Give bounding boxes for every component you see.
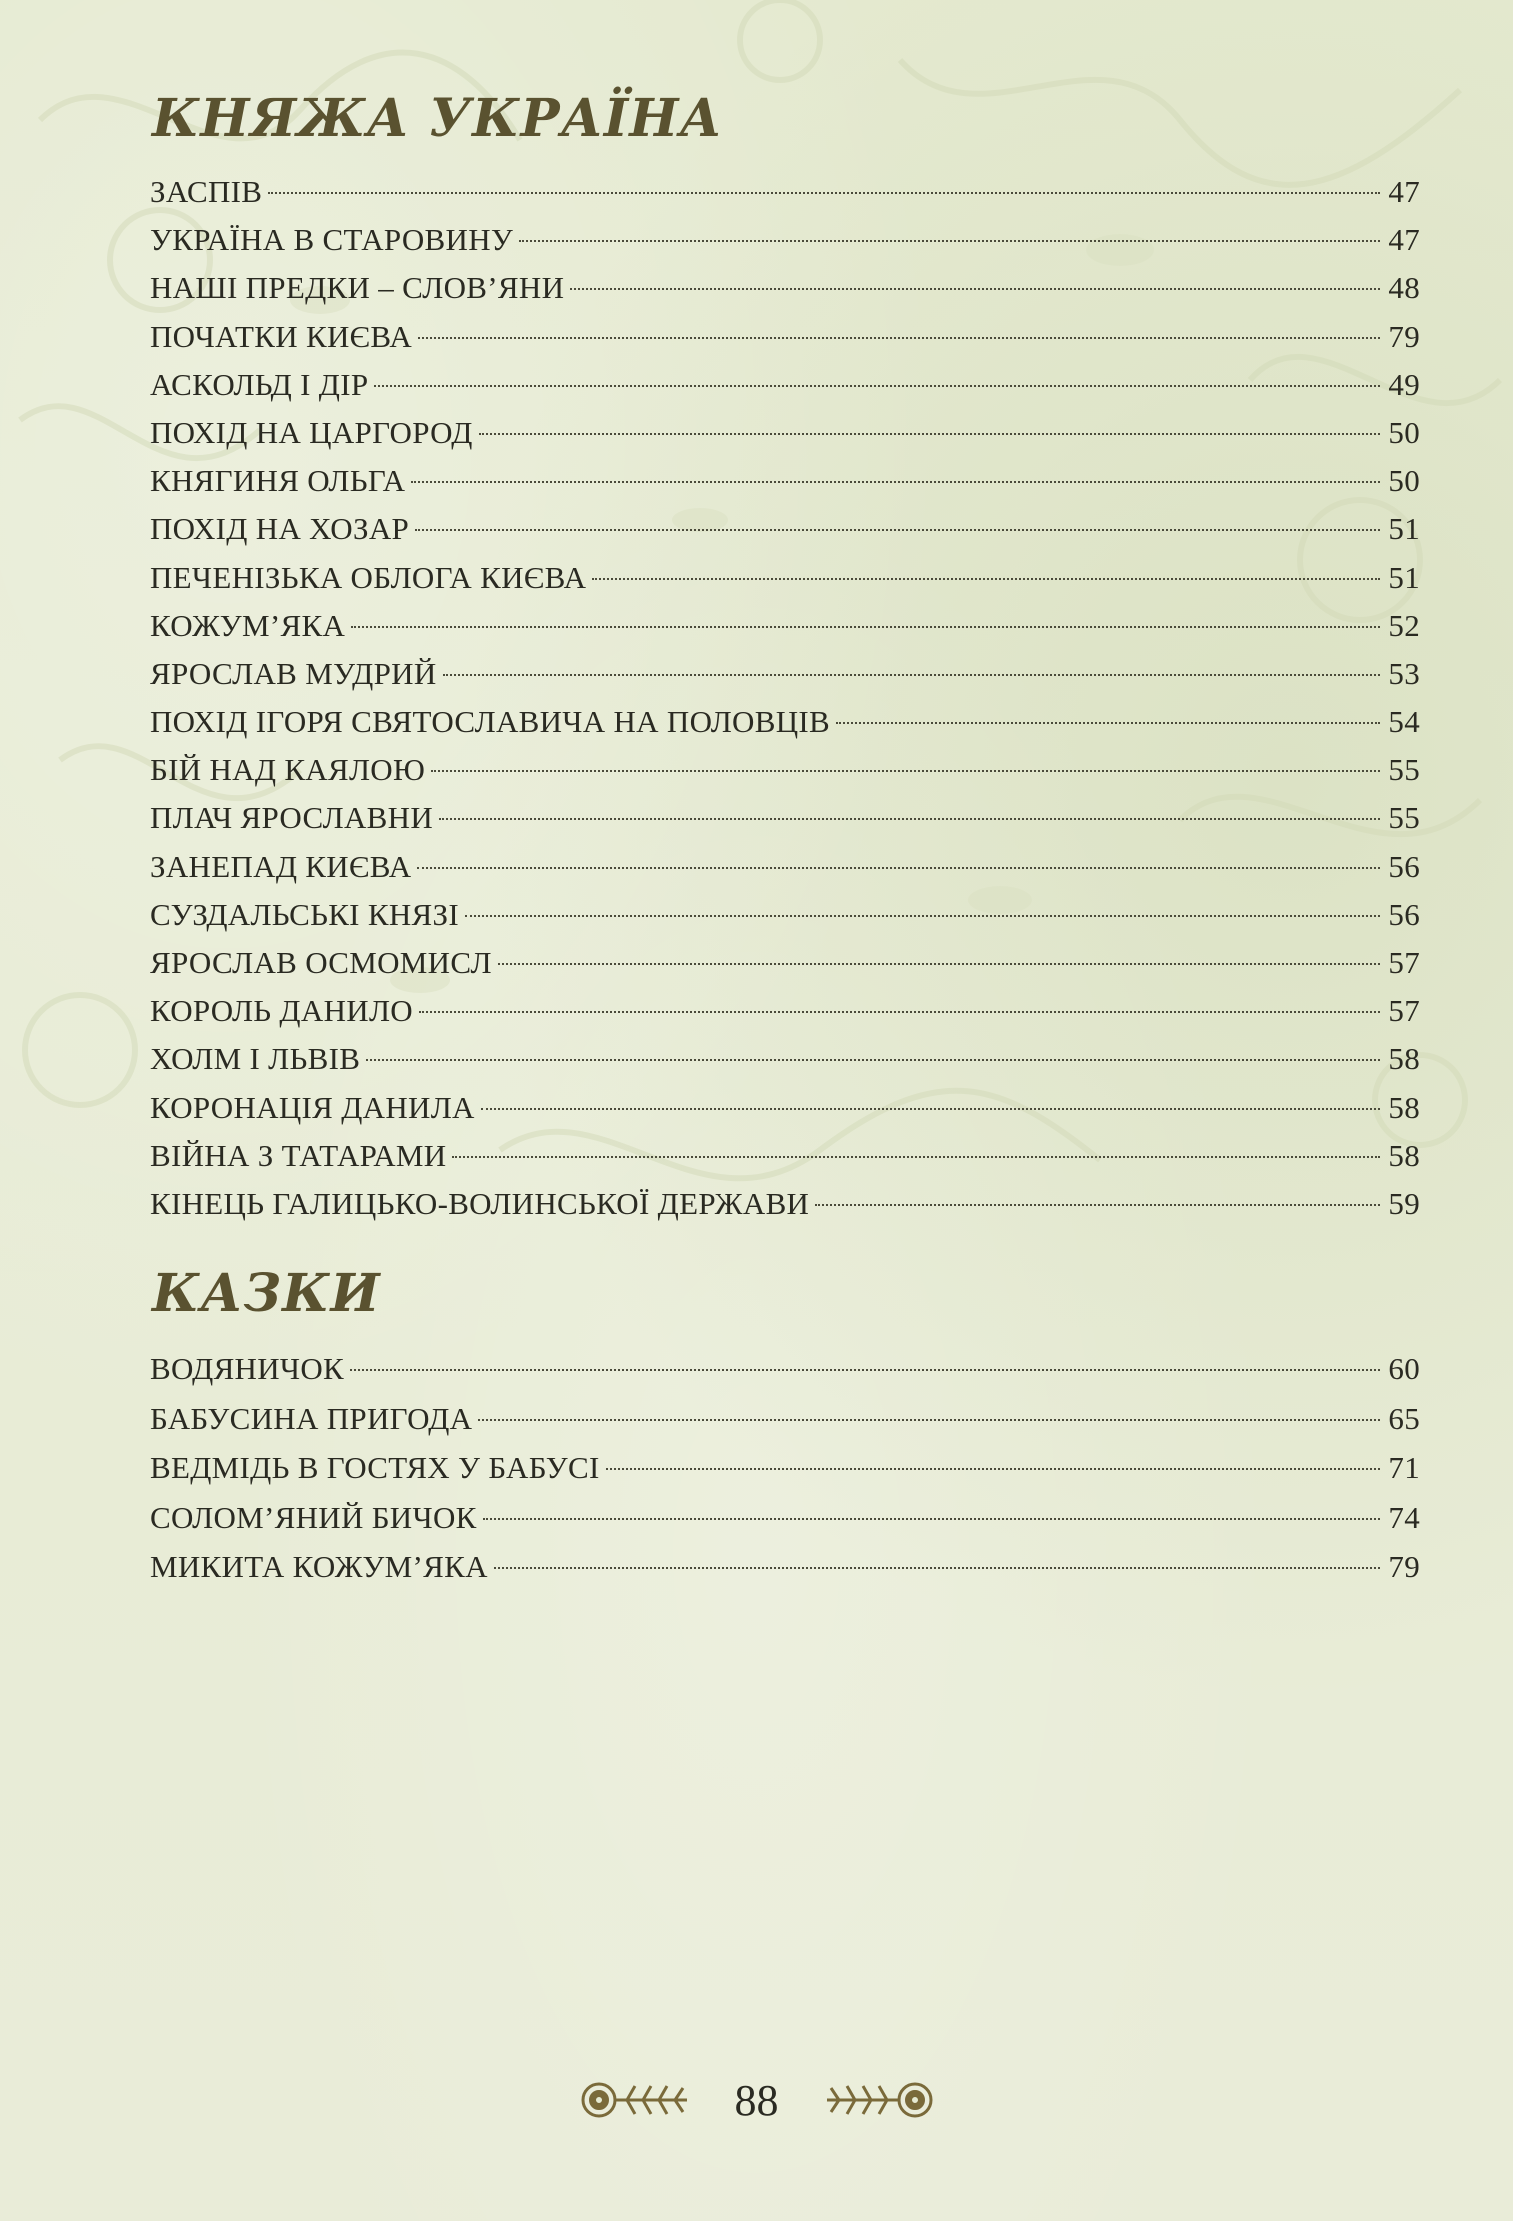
dot-leader <box>498 963 1380 965</box>
dot-leader <box>411 481 1380 483</box>
toc-entry-page: 56 <box>1388 896 1420 932</box>
toc-entry[interactable] <box>150 361 1420 409</box>
toc-entry[interactable] <box>150 554 1420 602</box>
floral-ornament-icon <box>819 2076 939 2124</box>
toc-entry-page: 49 <box>1388 366 1420 402</box>
toc-entry[interactable] <box>150 939 1420 987</box>
toc-entry-page: 55 <box>1388 800 1420 836</box>
toc-list-kniazha-ukraina <box>150 168 1420 1228</box>
toc-entry-page: 50 <box>1388 463 1420 499</box>
dot-leader <box>592 578 1380 580</box>
toc-entry-page: 55 <box>1388 752 1420 788</box>
toc-entry-title: БІЙ НАД КАЯЛОЮ <box>150 752 426 788</box>
toc-entry-title: СОЛОМ’ЯНИЙ БИЧОК <box>150 1499 477 1535</box>
toc-entry[interactable] <box>150 457 1420 505</box>
toc-entry-page: 58 <box>1388 1041 1420 1077</box>
toc-entry[interactable] <box>150 843 1420 891</box>
toc-entry[interactable] <box>150 1084 1420 1132</box>
toc-entry[interactable] <box>150 1394 1420 1444</box>
toc-entry-title: КОРОЛЬ ДАНИЛО <box>150 993 413 1029</box>
section-title-kazky: КАЗКИ <box>152 1263 381 1324</box>
toc-entry-title: ЯРОСЛАВ ОСМОМИСЛ <box>150 945 492 980</box>
toc-entry-page: 59 <box>1388 1185 1420 1221</box>
toc-entry-page: 58 <box>1388 1089 1420 1125</box>
toc-entry-page: 57 <box>1388 993 1420 1029</box>
toc-entry-title: МИКИТА КОЖУМ’ЯКА <box>150 1549 488 1584</box>
section-title-kniazha-ukraina: КНЯЖА УКРАЇНА <box>152 88 723 149</box>
toc-list-kazky <box>150 1344 1420 1592</box>
toc-entry[interactable] <box>150 746 1420 794</box>
toc-entry[interactable] <box>150 1180 1420 1228</box>
dot-leader <box>494 1567 1380 1569</box>
toc-entry-page: 47 <box>1388 222 1420 258</box>
toc-entry-title: ВЕДМІДЬ В ГОСТЯХ У БАБУСІ <box>150 1450 600 1485</box>
dot-leader <box>417 867 1380 869</box>
toc-entry[interactable] <box>150 650 1420 698</box>
toc-entry-page: 57 <box>1388 945 1420 980</box>
toc-entry[interactable] <box>150 1035 1420 1083</box>
toc-entry-page: 56 <box>1388 848 1420 884</box>
toc-entry[interactable] <box>150 794 1420 842</box>
toc-entry-title: УКРАЇНА В СТАРОВИНУ <box>150 222 514 258</box>
dot-leader <box>374 385 1380 387</box>
toc-entry[interactable] <box>150 1493 1420 1543</box>
toc-entry[interactable] <box>150 1132 1420 1180</box>
toc-entry[interactable] <box>150 698 1420 746</box>
toc-entry[interactable] <box>150 168 1420 216</box>
dot-leader <box>481 1108 1380 1110</box>
toc-entry-page: 48 <box>1388 270 1420 306</box>
dot-leader <box>350 1369 1380 1371</box>
dot-leader <box>479 433 1380 435</box>
toc-entry[interactable] <box>150 409 1420 457</box>
toc-entry-page: 79 <box>1388 1549 1420 1584</box>
dot-leader <box>351 626 1380 628</box>
dot-leader <box>570 288 1380 290</box>
toc-entry-title: ПОЧАТКИ КИЄВА <box>150 318 413 354</box>
toc-entry-title: ПОХІД ІГОРЯ СВЯТОСЛАВИЧА НА ПОЛОВЦІВ <box>150 704 831 740</box>
toc-entry[interactable] <box>150 1344 1420 1394</box>
toc-entry-page: 51 <box>1388 559 1420 595</box>
toc-entry-title: СУЗДАЛЬСЬКІ КНЯЗІ <box>150 896 459 932</box>
toc-entry-page: 51 <box>1388 511 1420 547</box>
toc-entry[interactable] <box>150 1443 1420 1493</box>
toc-entry-title: ПОХІД НА ХОЗАР <box>150 511 410 547</box>
toc-entry-title: КНЯГИНЯ ОЛЬГА <box>150 463 406 499</box>
page-footer <box>0 2060 1513 2140</box>
toc-entry-title: ЗАНЕПАД КИЄВА <box>150 848 412 884</box>
toc-entry-title: ВОДЯНИЧОК <box>150 1351 345 1386</box>
dot-leader <box>415 529 1380 531</box>
toc-entry-page: 50 <box>1388 414 1420 450</box>
toc-entry-title: БАБУСИНА ПРИГОДА <box>150 1400 473 1436</box>
toc-entry[interactable] <box>150 216 1420 264</box>
toc-entry-title: ПЕЧЕНІЗЬКА ОБЛОГА КИЄВА <box>150 559 587 595</box>
toc-entry[interactable] <box>150 264 1420 312</box>
toc-entry[interactable] <box>150 505 1420 553</box>
floral-ornament-icon <box>575 2076 695 2124</box>
toc-entry-title: КОЖУМ’ЯКА <box>150 607 346 643</box>
toc-entry-title: КОРОНАЦІЯ ДАНИЛА <box>150 1089 475 1125</box>
dot-leader <box>452 1156 1380 1158</box>
toc-entry-page: 52 <box>1388 607 1420 643</box>
dot-leader <box>439 818 1380 820</box>
dot-leader <box>519 240 1380 242</box>
toc-entry-title: ПОХІД НА ЦАРГОРОД <box>150 414 473 450</box>
toc-entry-page: 79 <box>1388 318 1420 354</box>
toc-entry[interactable] <box>150 313 1420 361</box>
toc-entry-title: ЗАСПІВ <box>150 174 263 209</box>
dot-leader <box>465 915 1380 917</box>
toc-entry-page: 54 <box>1388 704 1420 740</box>
toc-entry[interactable] <box>150 602 1420 650</box>
dot-leader <box>478 1419 1380 1421</box>
dot-leader <box>431 770 1380 772</box>
dot-leader <box>268 192 1380 194</box>
toc-entry-title: ПЛАЧ ЯРОСЛАВНИ <box>150 800 434 836</box>
toc-entry-page: 65 <box>1388 1400 1420 1436</box>
toc-entry-page: 53 <box>1388 655 1420 691</box>
page-number: 88 <box>734 2075 779 2125</box>
toc-entry-page: 47 <box>1388 174 1420 209</box>
toc-entry-page: 60 <box>1388 1351 1420 1386</box>
toc-entry-title: НАШІ ПРЕДКИ – СЛОВ’ЯНИ <box>150 270 565 306</box>
dot-leader <box>606 1468 1380 1470</box>
toc-entry-title: ЯРОСЛАВ МУДРИЙ <box>150 655 437 691</box>
toc-entry-title: АСКОЛЬД І ДІР <box>150 366 369 402</box>
dot-leader <box>836 722 1380 724</box>
dot-leader <box>815 1204 1380 1206</box>
toc-entry[interactable] <box>150 1542 1420 1592</box>
toc-entry-page: 71 <box>1388 1450 1420 1485</box>
toc-entry[interactable] <box>150 891 1420 939</box>
dot-leader <box>419 1011 1380 1013</box>
toc-entry-title: ХОЛМ І ЛЬВІВ <box>150 1041 361 1077</box>
toc-entry-title: КІНЕЦЬ ГАЛИЦЬКО-ВОЛИНСЬКОЇ ДЕРЖАВИ <box>150 1185 810 1221</box>
toc-entry-title: ВІЙНА З ТАТАРАМИ <box>150 1137 447 1173</box>
toc-entry-page: 58 <box>1388 1137 1420 1173</box>
dot-leader <box>418 337 1380 339</box>
dot-leader <box>483 1518 1380 1520</box>
toc-entry[interactable] <box>150 987 1420 1035</box>
dot-leader <box>443 674 1380 676</box>
dot-leader <box>366 1059 1380 1061</box>
toc-entry-page: 74 <box>1388 1499 1420 1535</box>
